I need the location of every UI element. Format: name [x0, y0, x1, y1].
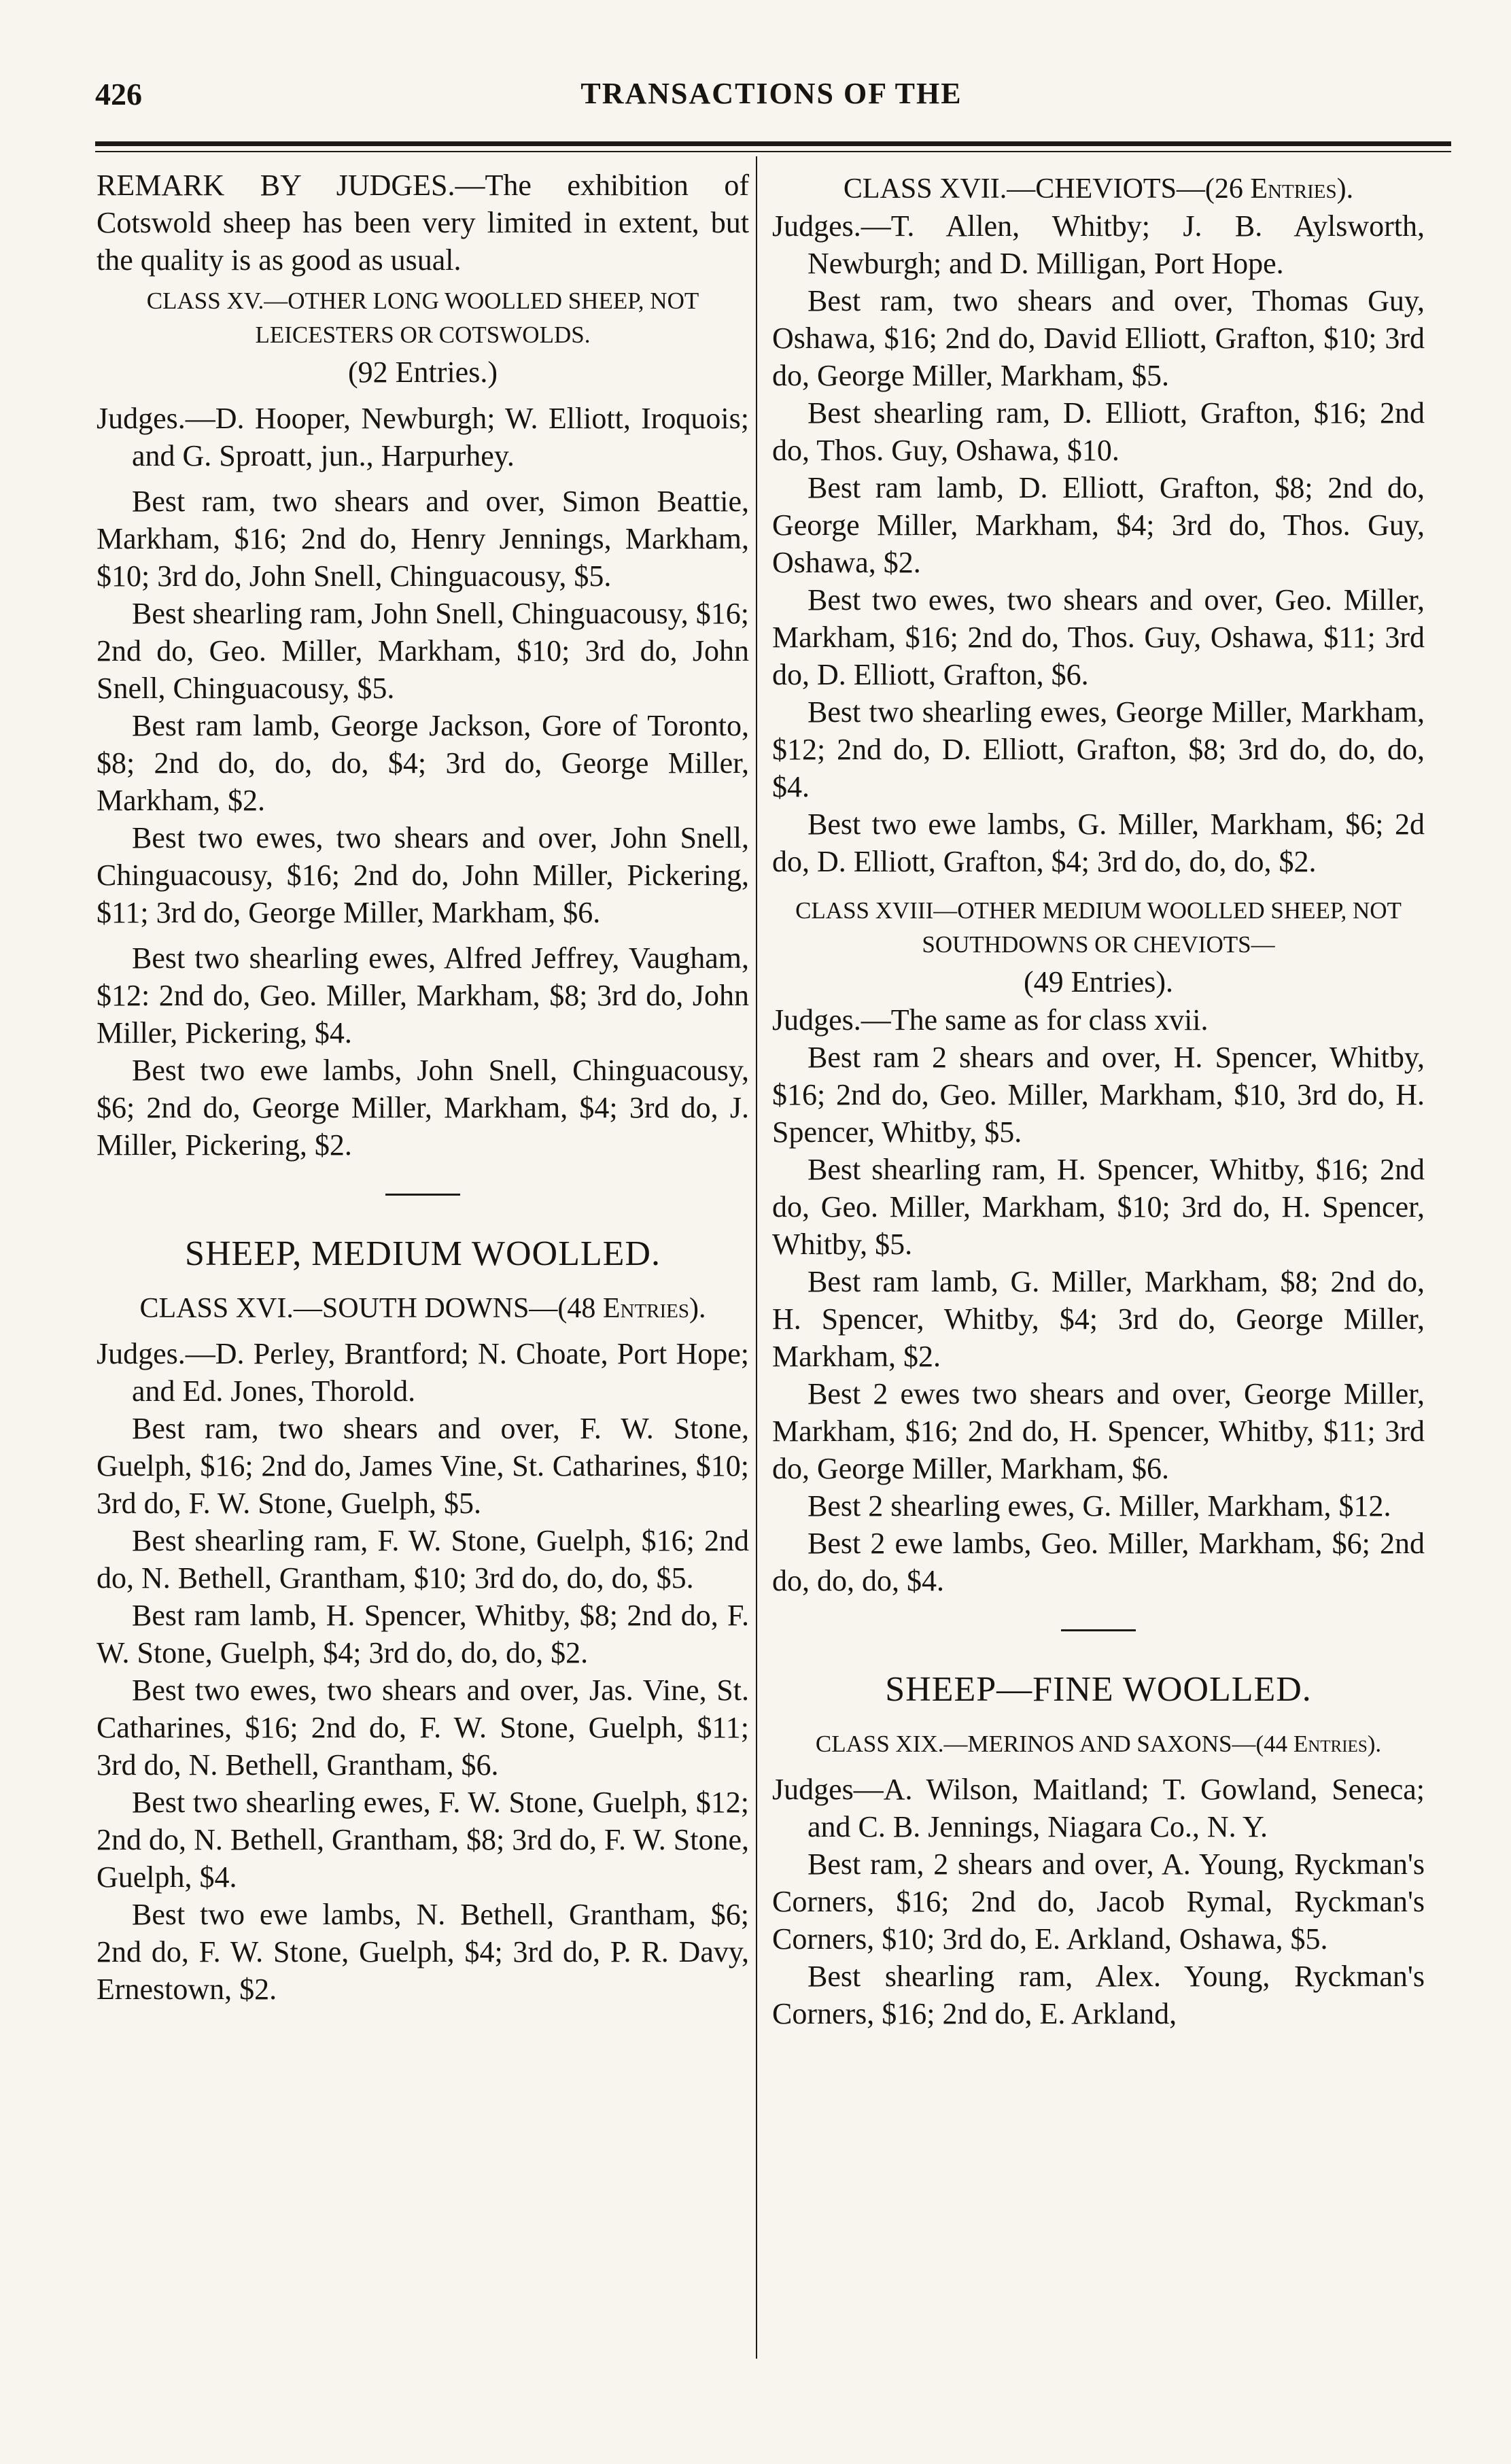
section-divider [1061, 1629, 1136, 1631]
class-17-entry: Best two ewe lambs, G. Miller, Markham, $6; 2d do, D. Elliott, Grafton, $4; 3rd do, do, do, $2. [772, 808, 1425, 878]
class-15-entry: Best two ewes, two shears and over, John Snell, Chinguacousy, $16; 2nd do, John Miller, Pickering, $11; 3rd do, George Miller, Markham, $6. [97, 821, 749, 929]
remark-by-judges: REMARK BY JUDGES.—The exhibition of Cotswold sheep has been very limited in extent, but the quality is as good as usual. [97, 169, 749, 277]
class-18-entry: Best 2 shearling ewes, G. Miller, Markham, $12. [807, 1489, 1391, 1523]
page-number: 426 [95, 77, 142, 111]
class-16-entry: Best shearling ram, F. W. Stone, Guelph, $16; 2nd do, N. Bethell, Grantham, $10; 3rd do, do, do, $5. [97, 1524, 749, 1595]
class-18-entry: Best shearling ram, H. Spencer, Whitby, $16; 2nd do, Geo. Miller, Markham, $10; 3rd do, H. Spencer, Whitby, $5. [772, 1153, 1425, 1261]
class-15-entry: Best ram lamb, George Jackson, Gore of Toronto, $8; 2nd do, do, do, $4; 3rd do, George Miller, Markham, $2. [97, 709, 749, 817]
class-17-judges: Judges.—T. Allen, Whitby; J. B. Aylsworth, Newburgh; and D. Milligan, Port Hope. [772, 209, 1425, 280]
class-15-heading: CLASS XV.—OTHER LONG WOOLLED SHEEP, NOT LEICESTERS OR COTSWOLDS. [146, 288, 699, 348]
class-17-entry: Best two ewes, two shears and over, Geo. Miller, Markham, $16; 2nd do, Thos. Guy, Oshawa, $11; 3rd do, D. Elliott, Grafton, $6. [772, 583, 1425, 691]
class-19-entry: Best ram, 2 shears and over, A. Young, Ryckman's Corners, $16; 2nd do, Jacob Rymal, Ryckman's Corners, $10; 3rd do, E. Arkland, Oshawa, $5. [772, 1847, 1425, 1956]
class-18-entries: (49 Entries). [1024, 965, 1173, 999]
class-16-entry: Best ram lamb, H. Spencer, Whitby, $8; 2nd do, F. W. Stone, Guelph, $4; 3rd do, do, do, $2. [97, 1599, 749, 1669]
class-18-entry: Best 2 ewes two shears and over, George Miller, Markham, $16; 2nd do, H. Spencer, Whitby, $11; 3rd do, George Miller, Markham, $6. [772, 1377, 1425, 1485]
class-15-entries: (92 Entries.) [348, 355, 498, 389]
class-17-entry: Best two shearling ewes, George Miller, Markham, $12; 2nd do, D. Elliott, Grafton, $8; 3rd do, do, do, $4. [772, 695, 1425, 803]
class-15-judges: Judges.—D. Hooper, Newburgh; W. Elliott, Iroquois; and G. Sproatt, jun., Harpurhey. [97, 402, 749, 472]
class-16-entry: Best two shearling ewes, F. W. Stone, Guelph, $12; 2nd do, N. Bethell, Grantham, $8; 3rd do, F. W. Stone, Guelph, $4. [97, 1786, 749, 1894]
class-17-entry: Best shearling ram, D. Elliott, Grafton, $16; 2nd do, Thos. Guy, Oshawa, $10. [772, 396, 1425, 467]
class-18-judges: Judges.—The same as for class xvii. [772, 1003, 1209, 1037]
class-16-entry: Best ram, two shears and over, F. W. Stone, Guelph, $16; 2nd do, James Vine, St. Catharines, $10; 3rd do, F. W. Stone, Guelph, $5. [97, 1412, 749, 1520]
class-18-entry: Best 2 ewe lambs, Geo. Miller, Markham, $6; 2nd do, do, do, $4. [772, 1527, 1425, 1597]
class-16-heading: CLASS XVI.—SOUTH DOWNS—(48 Entries). [139, 1293, 706, 1324]
class-17-heading: CLASS XVII.—CHEVIOTS—(26 Entries). [843, 173, 1354, 205]
section-divider [385, 1194, 460, 1196]
class-18-entry: Best ram lamb, G. Miller, Markham, $8; 2nd do, H. Spencer, Whitby, $4; 3rd do, George Miller, Markham, $2. [772, 1265, 1425, 1373]
left-column [97, 167, 749, 2008]
class-16-entry: Best two ewe lambs, N. Bethell, Grantham, $6; 2nd do, F. W. Stone, Guelph, $4; 3rd do, P. R. Davy, Ernestown, $2. [97, 1898, 749, 2006]
class-15-entry: Best ram, two shears and over, Simon Beattie, Markham, $16; 2nd do, Henry Jennings, Markham, $10; 3rd do, John Snell, Chinguacousy, $5. [97, 485, 749, 593]
column-divider [756, 156, 757, 2359]
class-15-entry: Best two shearling ewes, Alfred Jeffrey, Vaugham, $12: 2nd do, Geo. Miller, Markham, $8; 3rd do, John Miller, Pickering, $4. [97, 941, 749, 1049]
class-17-entry: Best ram lamb, D. Elliott, Grafton, $8; 2nd do, George Miller, Markham, $4; 3rd do, Thos. Guy, Oshawa, $2. [772, 471, 1425, 579]
class-16-entry: Best two ewes, two shears and over, Jas. Vine, St. Catharines, $16; 2nd do, F. W. Stone, Guelph, $11; 3rd do, N. Bethell, Grantham, $6. [97, 1673, 749, 1782]
class-15-entry: Best shearling ram, John Snell, Chinguacousy, $16; 2nd do, Geo. Miller, Markham, $10; 3rd do, John Snell, Chinguacousy, $5. [97, 597, 749, 705]
section-heading-medium-woolled: SHEEP, MEDIUM WOOLLED. [185, 1234, 661, 1273]
page-header-title: TRANSACTIONS OF THE [580, 77, 962, 110]
class-17-entry: Best ram, two shears and over, Thomas Guy, Oshawa, $16; 2nd do, David Elliott, Grafton, $10; 3rd do, George Miller, Markham, $5. [772, 284, 1425, 392]
header-rule-thin [95, 151, 1451, 152]
running-head [95, 76, 1448, 124]
section-heading-fine-woolled: SHEEP—FINE WOOLLED. [885, 1670, 1312, 1709]
class-16-judges: Judges.—D. Perley, Brantford; N. Choate, Port Hope; and Ed. Jones, Thorold. [97, 1337, 749, 1408]
header-rule-thick [95, 141, 1451, 146]
class-19-judges: Judges—A. Wilson, Maitland; T. Gowland, Seneca; and C. B. Jennings, Niagara Co., N. Y. [772, 1773, 1425, 1843]
class-18-entry: Best ram 2 shears and over, H. Spencer, Whitby, $16; 2nd do, Geo. Miller, Markham, $10, 3rd do, H. Spencer, Whitby, $5. [772, 1041, 1425, 1149]
class-19-entry: Best shearling ram, Alex. Young, Ryckman's Corners, $16; 2nd do, E. Arkland, [772, 1960, 1425, 2030]
class-19-heading: CLASS XIX.—MERINOS AND SAXONS—(44 Entries). [815, 1731, 1382, 1757]
class-15-entry: Best two ewe lambs, John Snell, Chinguacousy, $6; 2nd do, George Miller, Markham, $4; 3rd do, J. Miller, Pickering, $2. [97, 1054, 749, 1162]
class-18-heading: CLASS XVIII—OTHER MEDIUM WOOLLED SHEEP, NOT SOUTHDOWNS OR CHEVIOTS— [795, 897, 1402, 958]
right-column [772, 167, 1425, 2032]
